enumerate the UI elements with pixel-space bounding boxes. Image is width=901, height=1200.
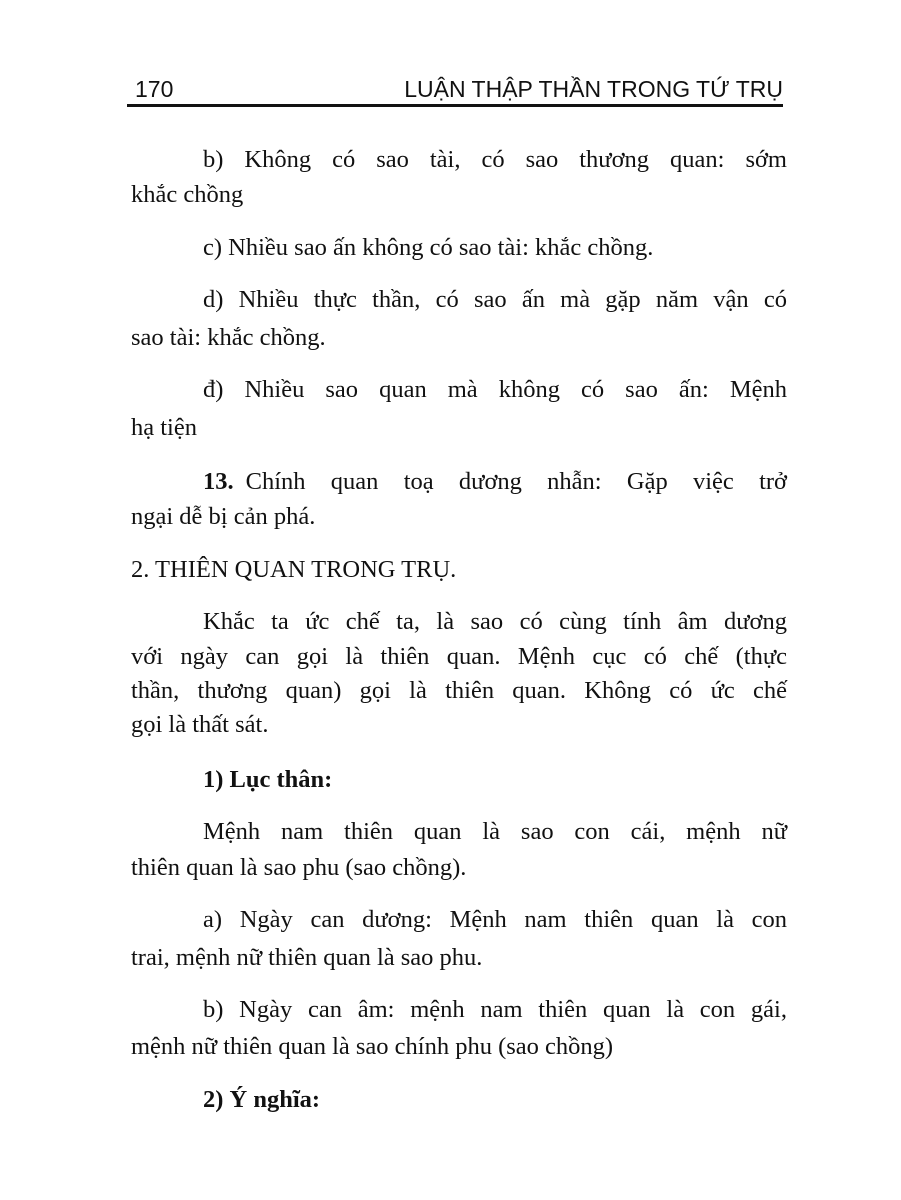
text-line: c) Nhiều sao ấn không có sao tài: khắc chồng.	[203, 234, 654, 261]
text-line: gọi là thất sát.	[131, 711, 269, 738]
header-rule	[127, 104, 783, 107]
text-line: hạ tiện	[131, 414, 197, 441]
text-line: d) Nhiều thực thần, có sao ấn mà gặp năm vận có	[203, 286, 787, 313]
text-line: với ngày can gọi là thiên quan. Mệnh cục có chế (thực	[131, 643, 787, 670]
text-line: thần, thương quan) gọi là thiên quan. Không có ức chế	[131, 677, 787, 704]
running-title: LUẬN THẬP THẦN TRONG TỨ TRỤ	[404, 76, 783, 102]
item-13-line	[131, 465, 787, 499]
text-line: Khắc ta ức chế ta, là sao có cùng tính âm dương	[203, 608, 787, 635]
text-line: b) Không có sao tài, có sao thương quan: sớm	[203, 146, 787, 173]
text-line: khắc chồng	[131, 181, 244, 208]
text-line: trai, mệnh nữ thiên quan là sao phu.	[131, 944, 483, 971]
text-line: mệnh nữ thiên quan là sao chính phu (sao chồng)	[131, 1033, 614, 1060]
text-line: ngại dễ bị cản phá.	[131, 503, 316, 530]
text-line: Chính quan toạ dương nhẫn: Gặp việc trở	[245, 468, 787, 495]
text-line: Mệnh nam thiên quan là sao con cái, mệnh nữ	[203, 818, 787, 845]
page-number: 170	[135, 76, 174, 102]
text-line: b) Ngày can âm: mệnh nam thiên quan là con gái,	[203, 996, 787, 1023]
subheading: 2) Ý nghĩa:	[203, 1086, 321, 1113]
text-line: đ) Nhiều sao quan mà không có sao ấn: Mệnh	[203, 376, 787, 403]
subheading: 1) Lục thân:	[203, 766, 333, 793]
text-line: a) Ngày can dương: Mệnh nam thiên quan là con	[203, 906, 787, 933]
item-number: 13.	[203, 468, 234, 495]
text-line: thiên quan là sao phu (sao chồng).	[131, 854, 467, 881]
text-line: sao tài: khắc chồng.	[131, 324, 326, 351]
section-heading: 2. THIÊN QUAN TRONG TRỤ.	[131, 556, 457, 583]
